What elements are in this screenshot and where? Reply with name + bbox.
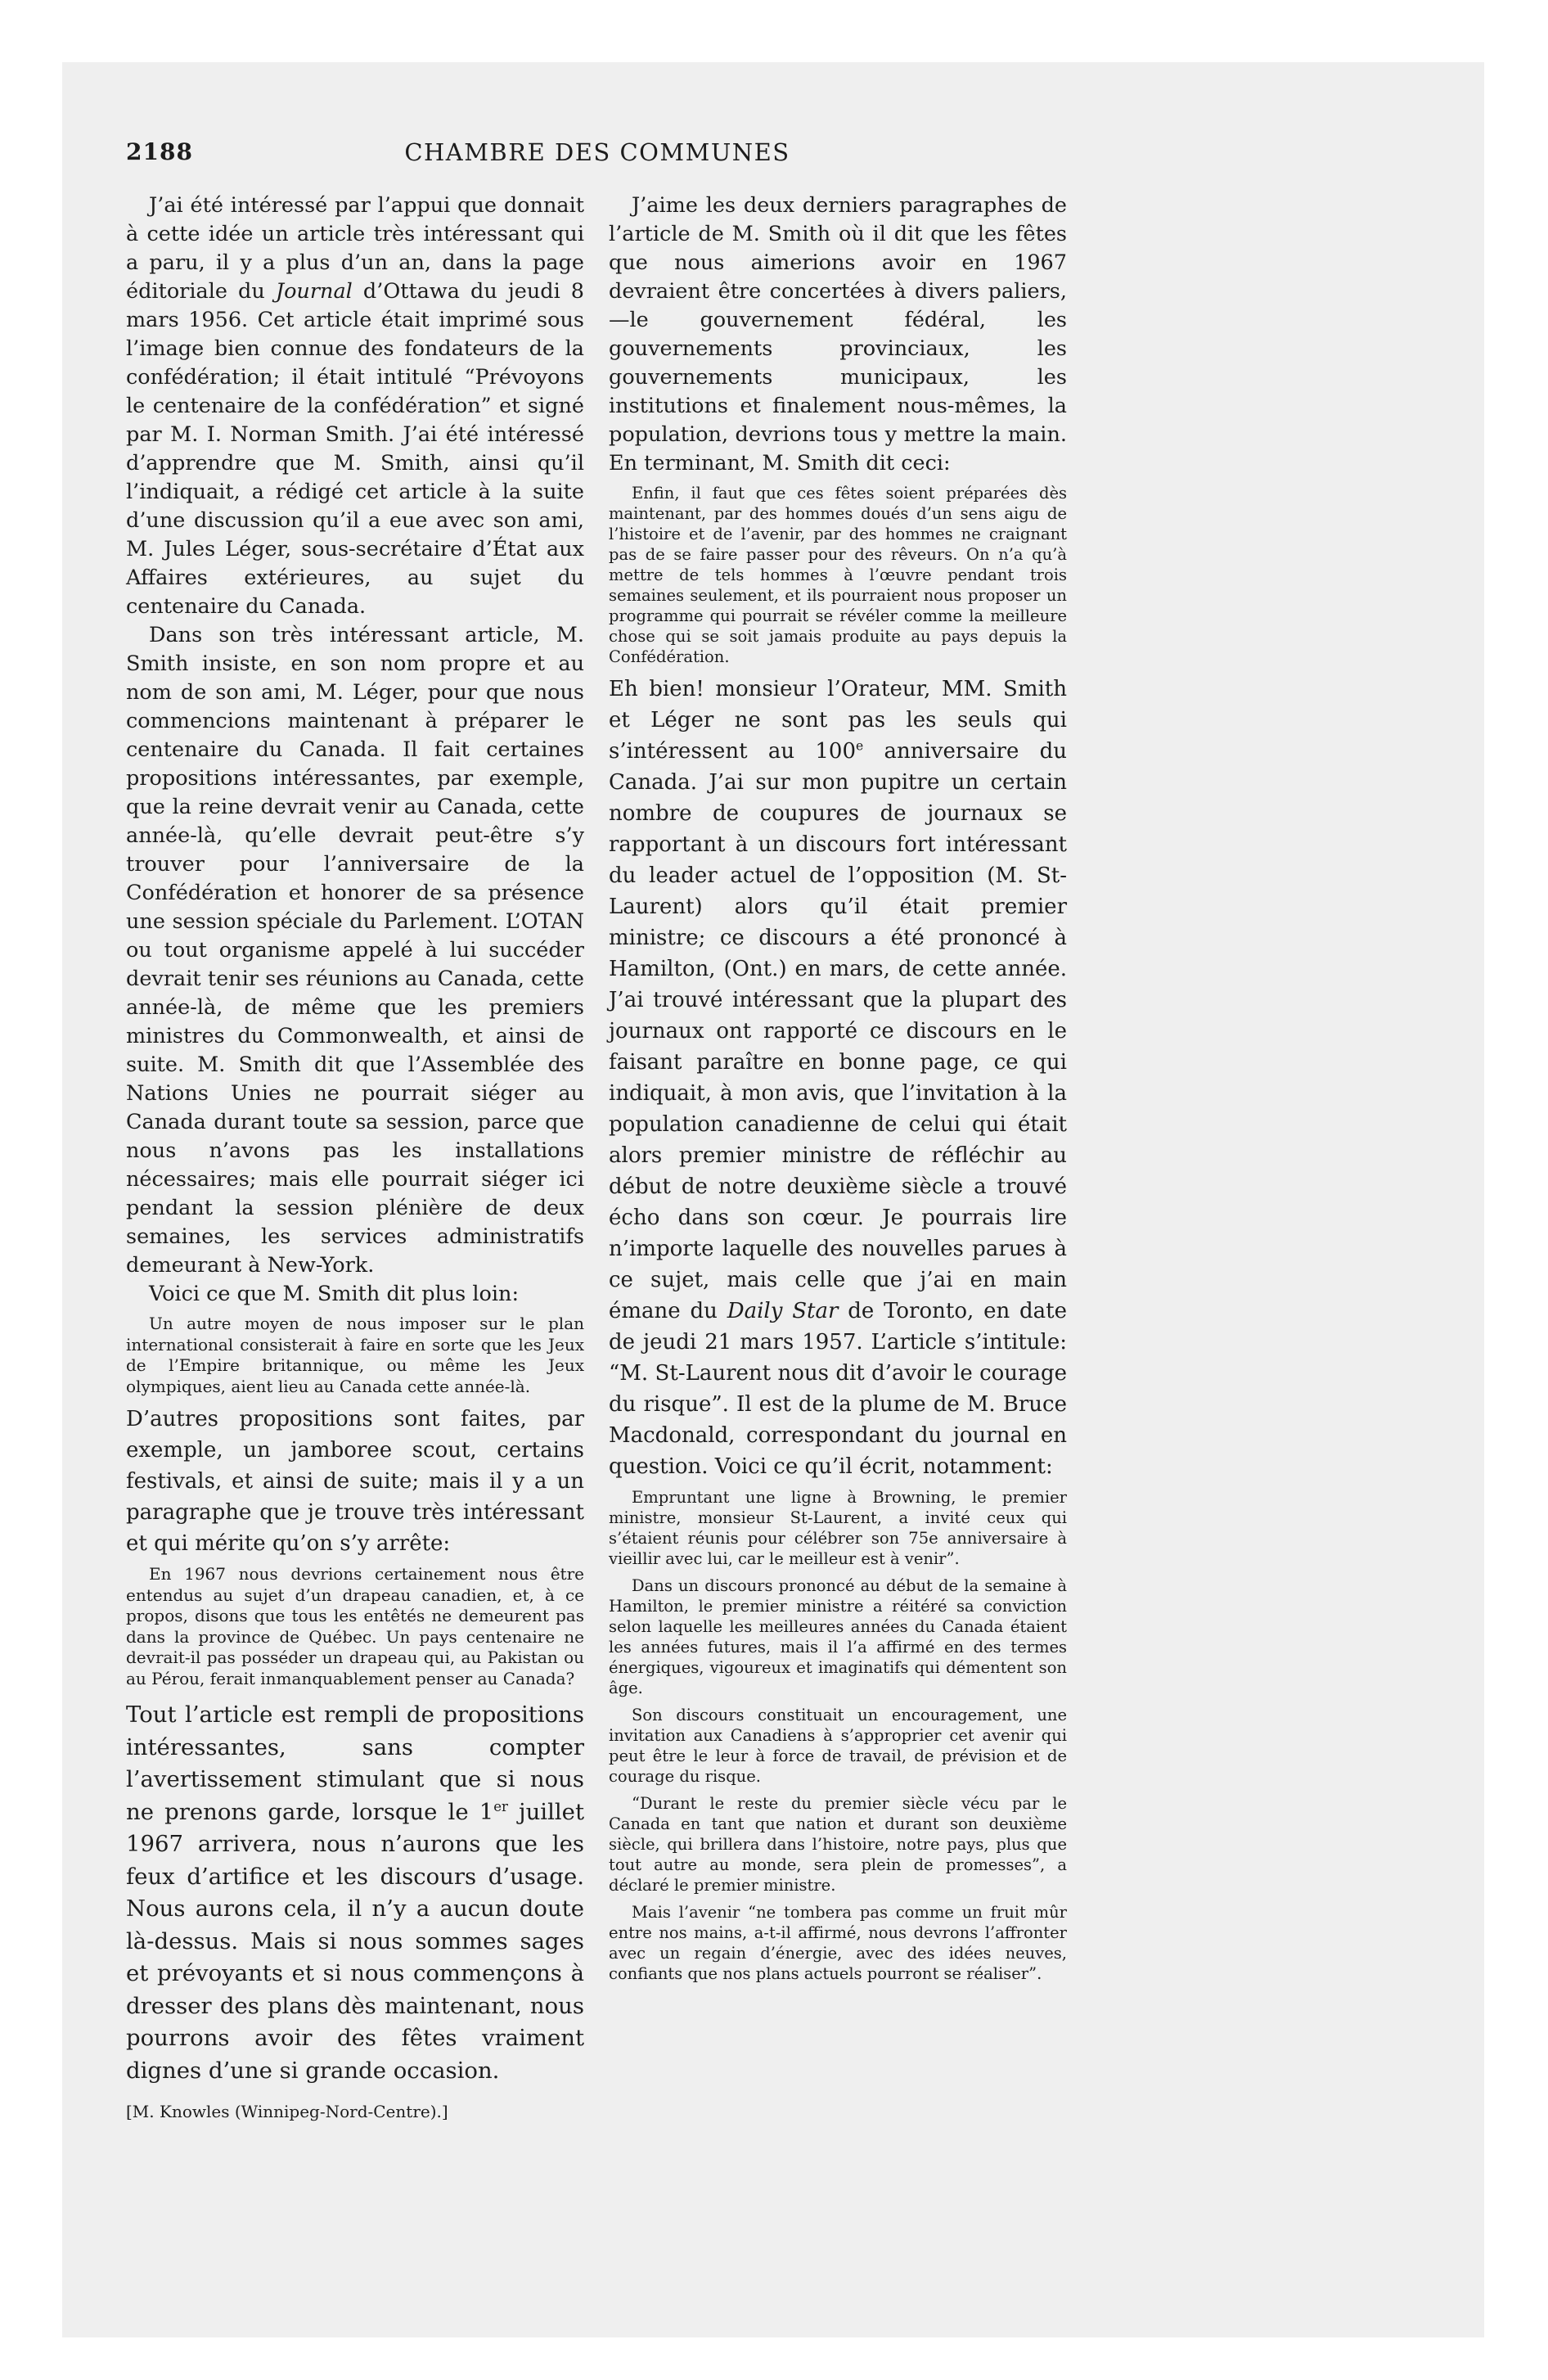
right-paragraph-1: J’aime les deux derniers paragraphes de l’article de M. Smith où il dit que les fêtes que nous aimerions avoir en 1967 devraient être concertées à divers paliers,—le gouvernement fédéral, les gouvernements provinciaux, les gouvernements municipaux, les institutions et finalement nous-mêmes, la population, devrions tous y mettre la main. En terminant, M. Smith dit ceci: [609, 193, 1067, 476]
page-title: CHAMBRE DES COMMUNES [404, 138, 790, 166]
right-quote-6: Mais l’avenir “ne tombera pas comme un fruit mûr entre nos mains, a-t-il affirmé, nous devrons l’affronter avec un regain d’énergie, avec des idées neuves, confiants que nos plans actuels pourront se réaliser”. [609, 1903, 1067, 1983]
left-quote-1: Un autre moyen de nous imposer sur le plan international consisterait à faire en sorte que les Jeux de l’Empire britannique, ou même les Jeux olympiques, aient lieu au Canada cette année-là. [126, 1314, 584, 1396]
page-header [126, 138, 1069, 179]
right-quote-2: Empruntant une ligne à Browning, le premier ministre, monsieur St-Laurent, a invité ceux qui s’étaient réunis pour célébrer son 75e anniversaire à vieillir avec lui, car le meilleur est à venir”. [609, 1488, 1067, 1568]
right-paragraph-2: Eh bien! monsieur l’Orateur, MM. Smith et Léger ne sont pas les seuls qui s’intéressent au 100e anniversaire du Canada. J’ai sur mon pupitre un certain nombre de coupures de journaux se rapportant à un discours fort intéressant du leader actuel de l’opposition (M. St-Laurent) alors qu’il était premier ministre; ce discours a été prononcé à Hamilton, (Ont.) en mars, de cette année. J’ai trouvé intéressant que la plupart des journaux ont rapporté ce discours en le faisant paraître en bonne page, ce qui indiquait, à mon avis, que l’invitation à la population canadienne de celui qui était alors premier ministre de réfléchir au début de notre deuxième siècle a trouvé écho dans son cœur. Je pourrais lire n’importe laquelle des nouvelles parues à ce sujet, mais celle que j’ai en main émane du Daily Star de Toronto, en date de jeudi 21 mars 1957. L’article s’intitule: “M. St-Laurent nous dit d’avoir le courage du risque”. Il est de la plume de M. Bruce Macdonald, correspondant du journal en question. Voici ce qu’il écrit, notamment: [609, 677, 1068, 1479]
left-paragraph-1: J’ai été intéressé par l’appui que donnait à cette idée un article très intéressant qui a paru, il y a plus d’un an, dans la page éditoriale du Journal d’Ottawa du jeudi 8 mars 1956. Cet article était imprimé sous l’image bien connue des fondateurs de la confédération; il était intitulé “Prévoyons le centenaire de la confédération” et signé par M. I. Norman Smith. J’ai été intéressé d’apprendre que M. Smith, ainsi qu’il l’indiquait, a rédigé cet article à la suite d’une discussion qu’il a eue avec son ami, M. Jules Léger, sous-secrétaire d’État aux Affaires extérieures, au sujet du centenaire du Canada. [126, 193, 585, 619]
left-paragraph-2: Dans son très intéressant article, M. Smith insiste, en son nom propre et au nom de son ami, M. Léger, pour que nous commencions maintenant à préparer le centenaire du Canada. Il fait certaines propositions intéressantes, par exemple, que la reine devrait venir au Canada, cette année-là, qu’elle devrait peut-être s’y trouver pour l’anniversaire de la Confédération et honorer de sa présence une session spéciale du Parlement. L’OTAN ou tout organisme appelé à lui succéder devrait tenir ses réunions au Canada, cette année-là, de même que les premiers ministres du Commonwealth, et ainsi de suite. M. Smith dit que l’Assemblée des Nations Unies ne pourrait siéger au Canada durant toute sa session, parce que nous n’avons pas les installations nécessaires; mais elle pourrait siéger ici pendant la session plénière de deux semaines, les services administratifs demeurant à New-York. [126, 623, 584, 1278]
right-quote-1: Enfin, il faut que ces fêtes soient préparées dès maintenant, par des hommes doués d’un sens aigu de l’histoire et de l’avenir, par des hommes ne craignant pas de se faire passer pour des rêveurs. On n’a qu’à mettre de tels hommes à l’œuvre pendant trois semaines seulement, et ils pourraient nous proposer un programme qui pourrait se révéler comme la meilleure chose qui se soit jamais produite au pays depuis la Confédération. [609, 484, 1067, 666]
daily-star-title: Daily Star [727, 1299, 839, 1323]
left-quote-2: En 1967 nous devrions certainement nous être entendus au sujet d’un drapeau canadien, et, à ce propos, disons que tous les entêtés ne demeurent pas dans la province de Québec. Un pays centenaire ne devrait-il pas posséder un drapeau qui, au Pakistan ou au Pérou, ferait inmanquablement penser au Canada? [126, 1564, 584, 1688]
right-quote-3: Dans un discours prononcé au début de la semaine à Hamilton, le premier ministre a réitéré sa conviction selon laquelle les meilleures années du Canada étaient les années futures, mais il l’a affirmé en des termes énergiques, vigoureux et imaginatifs qui démentent son âge. [609, 1576, 1067, 1697]
page-number: 2188 [126, 138, 193, 165]
right-column [609, 192, 1067, 1990]
left-paragraph-4: D’autres propositions sont faites, par exemple, un jamboree scout, certains festivals, et ainsi de suite; mais il y a un paragraphe que je trouve très intéressant et qui mérite qu’on s’y arrête: [126, 1407, 584, 1556]
left-column [126, 192, 584, 2130]
left-paragraph-3: Voici ce que M. Smith dit plus loin: [149, 1282, 520, 1306]
right-quote-4: Son discours constituait un encouragement, une invitation aux Canadiens à s’approprier cet avenir qui peut être le leur à force de travail, de prévision et de courage du risque. [609, 1706, 1067, 1786]
left-paragraph-5: Tout l’article est rempli de propositions intéressantes, sans compter l’avertissement stimulant que si nous ne prenons garde, lorsque le 1er juillet 1967 arrivera, nous n’aurons que les feux d’artifice et les discours d’usage. Nous aurons cela, il n’y a aucun doute là-dessus. Mais si nous sommes sages et prévoyants et si nous commençons à dresser des plans dès maintenant, nous pourrons avoir des fêtes vraiment dignes d’une si grande occasion. [126, 1702, 584, 2084]
speaker-attribution: [M. Knowles (Winnipeg-Nord-Centre).] [126, 2102, 448, 2121]
page-sheet [62, 62, 1484, 2337]
journal-title: Journal [275, 279, 353, 304]
right-quote-5: “Durant le reste du premier siècle vécu par le Canada en tant que nation et durant son deuxième siècle, qui brillera dans l’histoire, notre pays, plus que tout autre au monde, sera plein de promesses”, a déclaré le premier ministre. [609, 1794, 1067, 1895]
